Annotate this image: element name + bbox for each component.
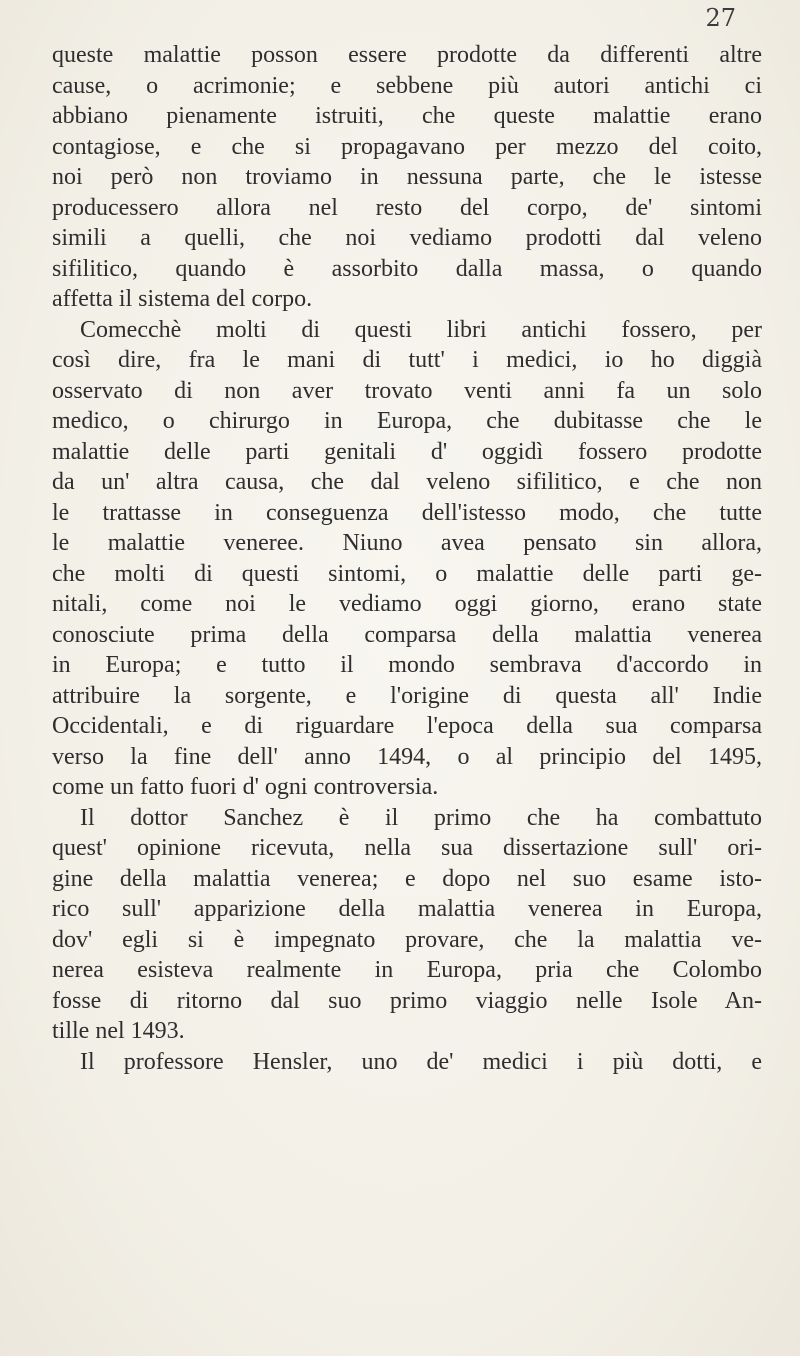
text-line: così dire, fra le mani di tutt' i medici, io ho diggià [52,347,762,373]
page-number: 27 [705,4,736,32]
text-line: affetta il sistema del corpo. [52,286,313,312]
text-line: quest' opinione ricevuta, nella sua dissertazione sull' ori- [52,835,762,861]
text-line: fosse di ritorno dal suo primo viaggio nelle Isole An- [52,987,762,1014]
text-line: che molti di questi sintomi, o malattie delle parti ge- [52,560,762,587]
text-line: le malattie veneree. Niuno avea pensato sin allora, [52,530,762,556]
text-line: Il dottor Sanchez è il primo che ha combattuto [80,804,762,831]
text-line: Comecchè molti di questi libri antichi fossero, per [80,316,762,343]
text-line: Occidentali, e di riguardare l'epoca della sua comparsa [52,713,762,739]
text-line: come un fatto fuori d' ogni controversia. [52,774,439,800]
text-line: conosciute prima della comparsa della malattia venerea [52,621,762,648]
text-line: noi però non troviamo in nessuna parte, che le istesse [52,164,762,190]
text-line: osservato di non aver trovato venti anni fa un solo [52,377,762,404]
text-line: dov' egli si è impegnato provare, che la malattia ve- [52,926,762,953]
text-line: attribuire la sorgente, e l'origine di questa all' Indie [52,682,762,709]
text-line: rico sull' apparizione della malattia venerea in Europa, [52,896,762,922]
text-line: medico, o chirurgo in Europa, che dubitasse che le [52,408,762,434]
text-line: nerea esisteva realmente in Europa, pria che Colombo [52,957,762,983]
text-line: le trattasse in conseguenza dell'istesso modo, che tutte [52,499,762,526]
body-text [52,40,762,1077]
text-line: nitali, come noi le vediamo oggi giorno, erano state [52,591,762,617]
text-line: simili a quelli, che noi vediamo prodotti dal veleno [52,225,762,251]
text-line: cause, o acrimonie; e sebbene più autori antichi ci [52,72,762,99]
text-line: verso la fine dell' anno 1494, o al principio del 1495, [52,743,762,770]
text-line: abbiano pienamente istruiti, che queste malattie erano [52,103,762,129]
text-line: in Europa; e tutto il mondo sembrava d'accordo in [52,652,762,678]
text-line: gine della malattia venerea; e dopo nel suo esame isto- [52,865,762,892]
text-line: tille nel 1493. [52,1018,185,1044]
text-line: contagiose, e che si propagavano per mezzo del coito, [52,133,762,160]
text-line: queste malattie posson essere prodotte da differenti altre [52,42,762,68]
text-line: Il professore Hensler, uno de' medici i più dotti, e [80,1048,762,1075]
text-line: producessero allora nel resto del corpo, de' sintomi [52,194,762,221]
text-line: malattie delle parti genitali d' oggidì fossero prodotte [52,438,762,465]
text-line: sifilitico, quando è assorbito dalla massa, o quando [52,255,762,282]
text-line: da un' altra causa, che dal veleno sifilitico, e che non [52,469,762,495]
